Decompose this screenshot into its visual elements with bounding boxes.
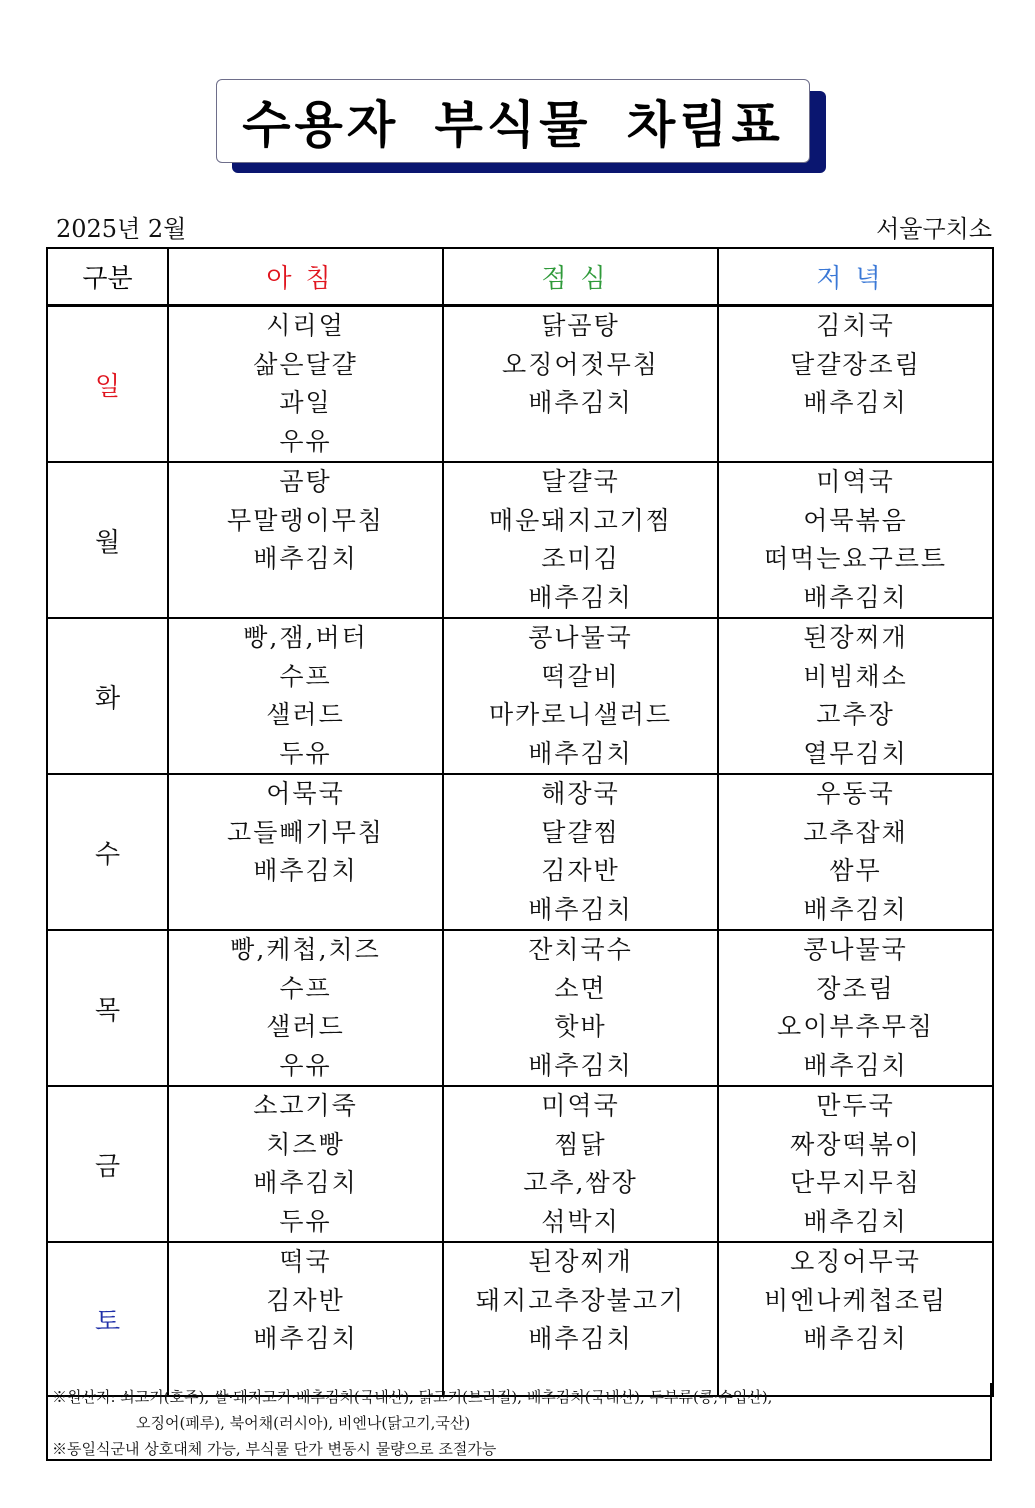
menu-item: 배추김치	[803, 388, 908, 417]
menu-item: 떠먹는요구르트	[763, 544, 948, 573]
menu-item: 오징어무국	[790, 1247, 921, 1276]
menu-item: 빵,잼,버터	[243, 623, 368, 652]
menu-item: 비빔채소	[803, 661, 908, 691]
menu-item: 오징어젓무침	[502, 349, 659, 379]
menu-item: 단무지무침	[790, 1168, 921, 1197]
menu-item: 시리얼	[266, 311, 345, 340]
menu-item: 떡갈비	[541, 661, 620, 691]
day-label: 월	[47, 462, 168, 618]
menu-item: 수프	[279, 973, 332, 1003]
day-row	[47, 462, 993, 618]
dinner-cell	[718, 1086, 993, 1242]
menu-item: 달걀국	[541, 467, 620, 496]
lunch-cell	[443, 1242, 718, 1396]
menu-item: 무말랭이무침	[227, 505, 384, 535]
lunch-cell	[443, 1086, 718, 1242]
dinner-cell	[718, 462, 993, 618]
menu-item: 배추김치	[253, 1168, 358, 1197]
menu-item: 만두국	[816, 1091, 895, 1120]
menu-item: 짜장떡볶이	[790, 1129, 921, 1159]
menu-item: 핫바	[554, 1012, 607, 1041]
dinner-cell	[718, 1242, 993, 1396]
dinner-menu-list	[719, 463, 992, 617]
menu-item: 배추김치	[803, 1324, 908, 1353]
menu-item: 어묵국	[266, 779, 345, 808]
breakfast-menu-list	[169, 1243, 442, 1359]
header-category: 구분	[47, 248, 168, 306]
breakfast-cell	[168, 618, 443, 774]
breakfast-cell	[168, 930, 443, 1086]
dinner-menu-list	[719, 1087, 992, 1241]
menu-item: 과일	[279, 388, 332, 417]
title-banner	[216, 79, 826, 173]
menu-item: 열무김치	[803, 738, 908, 768]
menu-item: 삶은달걀	[253, 349, 358, 379]
menu-item: 배추김치	[528, 738, 633, 768]
breakfast-menu-list	[169, 775, 442, 891]
dinner-cell	[718, 306, 993, 463]
menu-item: 배추김치	[528, 1324, 633, 1353]
dinner-menu-list	[719, 931, 992, 1085]
menu-item: 배추김치	[528, 1050, 633, 1080]
menu-item: 장조림	[816, 973, 895, 1003]
origin-note: ※원산지: 쇠고기(호주), 쌀·돼지고기·배추김치(국내산), 닭고기(브라질), 배추김치(국내산), 두부류(콩;수입산),	[52, 1388, 773, 1406]
menu-item: 두유	[279, 1206, 332, 1236]
day-row	[47, 1242, 993, 1396]
lunch-menu-list	[444, 307, 717, 423]
dinner-menu-list	[719, 619, 992, 773]
lunch-cell	[443, 462, 718, 618]
menu-item: 샐러드	[266, 700, 345, 729]
menu-item: 배추김치	[803, 1050, 908, 1080]
lunch-cell	[443, 774, 718, 930]
breakfast-cell	[168, 1242, 443, 1396]
menu-item: 배추김치	[528, 894, 633, 924]
menu-item: 샐러드	[266, 1012, 345, 1041]
menu-item: 배추김치	[528, 388, 633, 417]
menu-item: 배추김치	[803, 1206, 908, 1236]
breakfast-menu-list	[169, 307, 442, 461]
menu-item: 고추잡채	[803, 817, 908, 847]
breakfast-menu-list	[169, 1087, 442, 1241]
lunch-cell	[443, 930, 718, 1086]
menu-item: 배추김치	[528, 582, 633, 612]
menu-item: 된장찌개	[803, 623, 908, 652]
menu-item: 소면	[554, 973, 607, 1003]
menu-item: 비엔나케첩조림	[763, 1285, 948, 1315]
menu-item: 고추,쌈장	[523, 1168, 638, 1197]
lunch-cell	[443, 618, 718, 774]
lunch-menu-list	[444, 463, 717, 617]
day-label: 수	[47, 774, 168, 930]
day-row	[47, 930, 993, 1086]
lunch-menu-list	[444, 931, 717, 1085]
menu-item: 해장국	[541, 779, 620, 808]
menu-item: 우유	[279, 426, 332, 456]
menu-item: 곰탕	[279, 467, 332, 496]
header-breakfast: 아침	[168, 248, 443, 306]
menu-item: 배추김치	[803, 582, 908, 612]
notes-box	[46, 1383, 992, 1461]
menu-item: 미역국	[541, 1091, 620, 1120]
menu-item: 된장찌개	[528, 1247, 633, 1276]
menu-item: 우유	[279, 1050, 332, 1080]
header-lunch: 점심	[443, 248, 718, 306]
day-row	[47, 774, 993, 930]
menu-item: 빵,케첩,치즈	[230, 935, 381, 964]
breakfast-cell	[168, 1086, 443, 1242]
menu-item: 달걀찜	[541, 817, 620, 847]
dinner-menu-list	[719, 1243, 992, 1359]
menu-item: 소고기죽	[253, 1091, 358, 1120]
lunch-menu-list	[444, 775, 717, 929]
lunch-menu-list	[444, 1243, 717, 1359]
day-row	[47, 1086, 993, 1242]
day-label: 목	[47, 930, 168, 1086]
breakfast-menu-list	[169, 619, 442, 773]
menu-item: 섞박지	[541, 1206, 620, 1236]
menu-item: 배추김치	[253, 544, 358, 573]
institution-label: 서울구치소	[876, 215, 992, 243]
date-label: 2025년 2월	[56, 215, 187, 243]
menu-item: 어묵볶음	[803, 505, 908, 535]
menu-item: 고들빼기무침	[227, 817, 384, 847]
origin-note-continued: 오징어(페루), 북어채(러시아), 비엔나(닭고기,국산)	[136, 1414, 471, 1432]
menu-item: 오이부추무침	[777, 1012, 934, 1041]
menu-item: 미역국	[816, 467, 895, 496]
dinner-cell	[718, 618, 993, 774]
menu-item: 배추김치	[803, 894, 908, 924]
menu-item: 쌈무	[829, 856, 882, 885]
menu-item: 두유	[279, 738, 332, 768]
breakfast-cell	[168, 462, 443, 618]
menu-item: 김치국	[816, 311, 895, 340]
menu-item: 달걀장조림	[790, 349, 921, 379]
lunch-menu-list	[444, 619, 717, 773]
menu-item: 찜닭	[554, 1129, 607, 1159]
menu-item: 마카로니샐러드	[488, 700, 673, 729]
dinner-cell	[718, 774, 993, 930]
dinner-menu-list	[719, 307, 992, 423]
breakfast-menu-list	[169, 463, 442, 579]
day-label: 일	[47, 306, 168, 463]
menu-body	[47, 306, 993, 1397]
menu-item: 김자반	[266, 1285, 345, 1315]
menu-item: 콩나물국	[803, 935, 908, 964]
menu-item: 배추김치	[253, 1324, 358, 1353]
page-title: 수용자 부식물 차림표	[216, 79, 810, 163]
menu-item: 치즈빵	[266, 1129, 345, 1159]
substitution-note: ※동일식군내 상호대체 가능, 부식물 단가 변동시 물량으로 조절가능	[52, 1440, 497, 1458]
menu-item: 닭곰탕	[541, 311, 620, 340]
menu-item: 떡국	[279, 1247, 332, 1276]
lunch-cell	[443, 306, 718, 463]
menu-item: 우동국	[816, 779, 895, 808]
menu-item: 매운돼지고기찜	[488, 505, 673, 535]
breakfast-menu-list	[169, 931, 442, 1085]
menu-item: 고추장	[816, 700, 895, 729]
day-row	[47, 618, 993, 774]
meta-row	[54, 207, 992, 243]
menu-table	[46, 247, 994, 1397]
day-label: 토	[47, 1242, 168, 1396]
day-label: 화	[47, 618, 168, 774]
header-row	[47, 248, 993, 306]
breakfast-cell	[168, 774, 443, 930]
menu-item: 김자반	[541, 856, 620, 885]
menu-item: 잔치국수	[528, 935, 633, 964]
menu-item: 배추김치	[253, 856, 358, 885]
menu-item: 돼지고추장불고기	[475, 1285, 686, 1315]
menu-item: 수프	[279, 661, 332, 691]
menu-item: 조미김	[541, 544, 620, 573]
day-row	[47, 306, 993, 463]
dinner-menu-list	[719, 775, 992, 929]
dinner-cell	[718, 930, 993, 1086]
header-dinner: 저녁	[718, 248, 993, 306]
day-label: 금	[47, 1086, 168, 1242]
menu-item: 콩나물국	[528, 623, 633, 652]
breakfast-cell	[168, 306, 443, 463]
lunch-menu-list	[444, 1087, 717, 1241]
